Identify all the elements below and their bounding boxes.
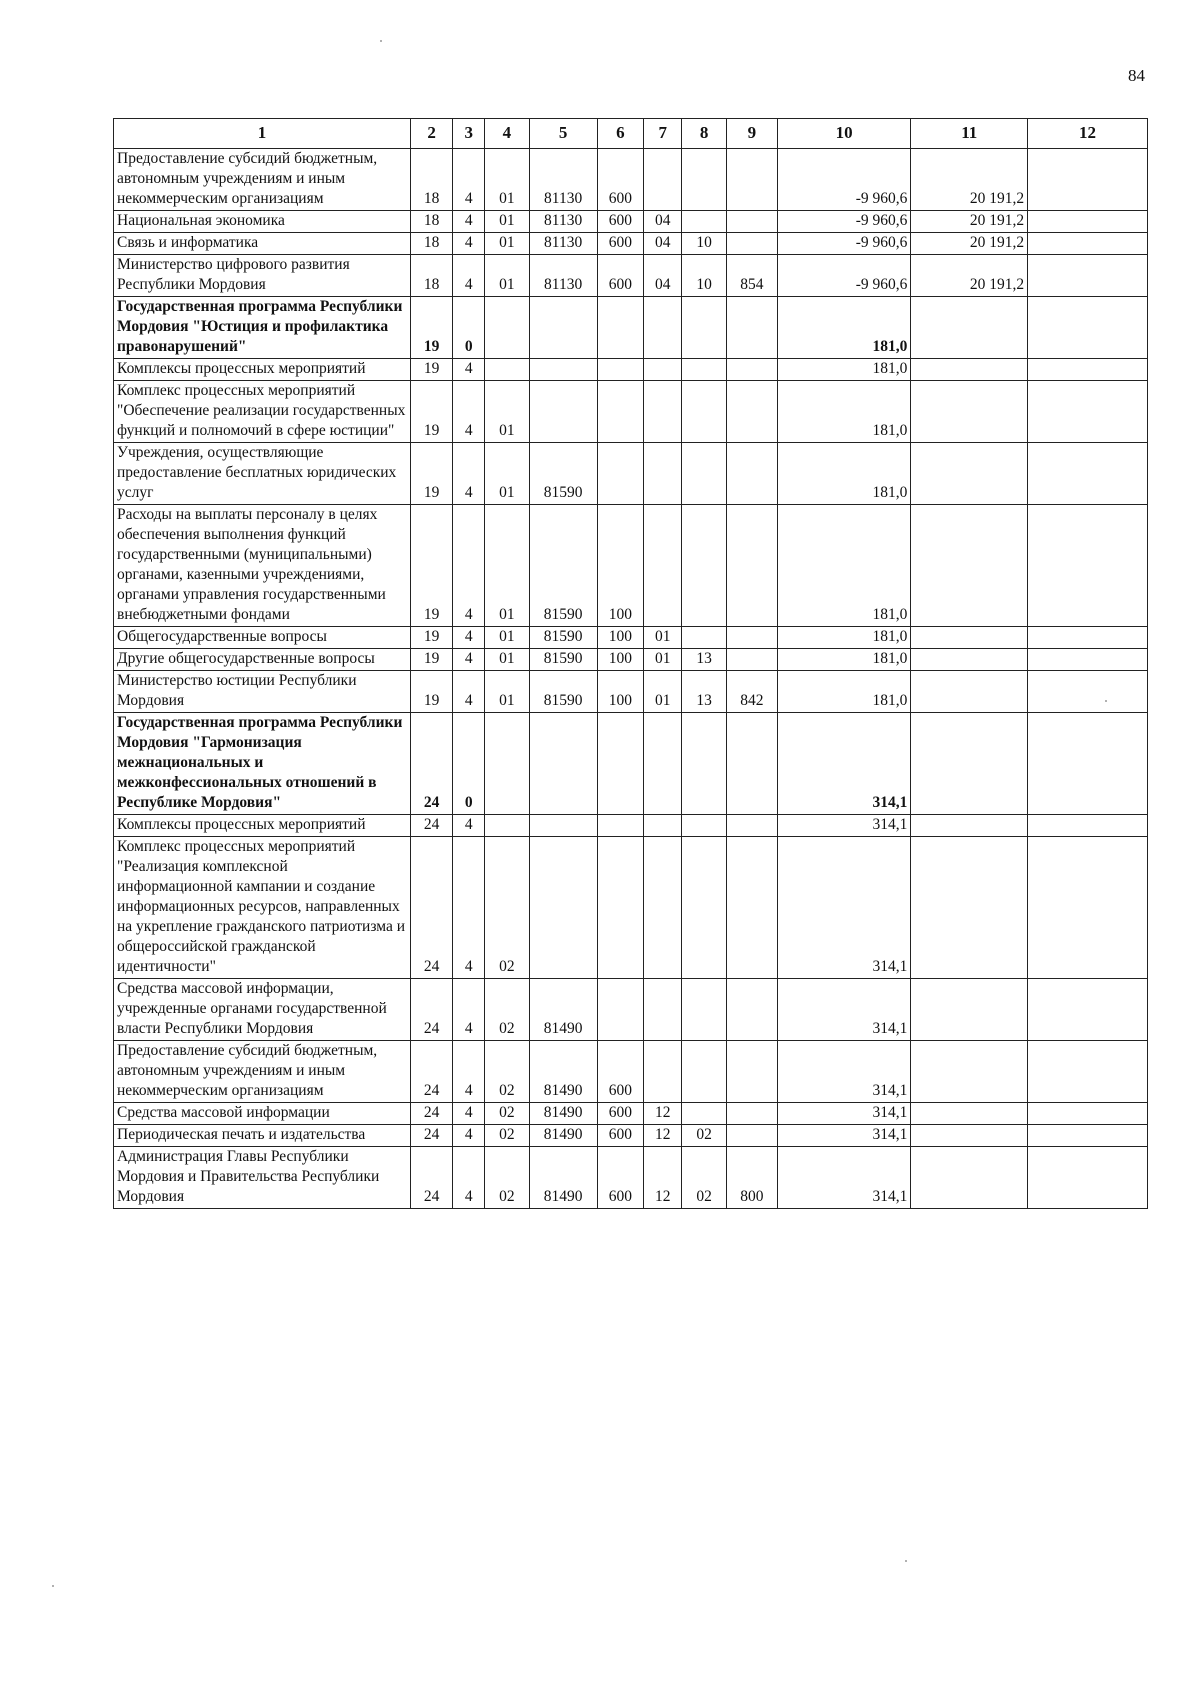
amount-cell-10: -9 960,6 — [777, 211, 911, 233]
code-cell-2: 18 — [410, 211, 452, 233]
code-cell-9 — [726, 837, 777, 979]
code-cell-3: 4 — [453, 1041, 485, 1103]
item-name-cell: Средства массовой информации, учрежденные органами государственной власти Республики Мордовия — [114, 979, 411, 1041]
code-cell-6: 600 — [597, 255, 644, 297]
code-cell-6: 100 — [597, 505, 644, 627]
header-cell: 6 — [597, 119, 644, 149]
header-cell: 2 — [410, 119, 452, 149]
code-cell-4: 01 — [485, 649, 530, 671]
amount-cell-10: 314,1 — [777, 837, 911, 979]
code-cell-8 — [682, 1041, 727, 1103]
table-row — [114, 149, 1148, 211]
amount-cell-11: 20 191,2 — [911, 149, 1028, 211]
amount-cell-12 — [1028, 233, 1148, 255]
code-cell-3: 0 — [453, 713, 485, 815]
code-cell-7 — [644, 1041, 682, 1103]
table-row — [114, 381, 1148, 443]
code-cell-4: 02 — [485, 979, 530, 1041]
table-row — [114, 979, 1148, 1041]
amount-cell-11 — [911, 1041, 1028, 1103]
code-cell-9: 854 — [726, 255, 777, 297]
table-row — [114, 1103, 1148, 1125]
code-cell-6: 100 — [597, 627, 644, 649]
item-name-cell: Предоставление субсидий бюджетным, автономным учреждениям и иным некоммерческим организациям — [114, 149, 411, 211]
code-cell-8: 13 — [682, 671, 727, 713]
code-cell-7 — [644, 713, 682, 815]
header-cell: 9 — [726, 119, 777, 149]
amount-cell-11 — [911, 979, 1028, 1041]
item-name-cell: Комплексы процессных мероприятий — [114, 815, 411, 837]
amount-cell-12 — [1028, 671, 1148, 713]
code-cell-8: 13 — [682, 649, 727, 671]
amount-cell-11: 20 191,2 — [911, 233, 1028, 255]
code-cell-5: 81130 — [529, 211, 597, 233]
header-cell: 11 — [911, 119, 1028, 149]
item-name-cell: Периодическая печать и издательства — [114, 1125, 411, 1147]
amount-cell-10: 181,0 — [777, 443, 911, 505]
amount-cell-12 — [1028, 713, 1148, 815]
code-cell-6 — [597, 359, 644, 381]
table-row — [114, 1147, 1148, 1209]
table-row — [114, 713, 1148, 815]
table-row — [114, 211, 1148, 233]
code-cell-9: 842 — [726, 671, 777, 713]
code-cell-3: 4 — [453, 233, 485, 255]
item-name-cell: Государственная программа Республики Мордовия "Гармонизация межнациональных и межконфессиональных отношений в Республике Мордовия" — [114, 713, 411, 815]
code-cell-5: 81590 — [529, 443, 597, 505]
code-cell-6: 600 — [597, 233, 644, 255]
amount-cell-12 — [1028, 149, 1148, 211]
amount-cell-12 — [1028, 815, 1148, 837]
amount-cell-12 — [1028, 505, 1148, 627]
code-cell-7: 12 — [644, 1147, 682, 1209]
code-cell-5: 81490 — [529, 979, 597, 1041]
amount-cell-12 — [1028, 1125, 1148, 1147]
code-cell-5: 81590 — [529, 671, 597, 713]
amount-cell-12 — [1028, 443, 1148, 505]
code-cell-6 — [597, 979, 644, 1041]
amount-cell-11 — [911, 1103, 1028, 1125]
code-cell-9 — [726, 359, 777, 381]
item-name-cell: Связь и информатика — [114, 233, 411, 255]
code-cell-7 — [644, 359, 682, 381]
code-cell-8 — [682, 837, 727, 979]
code-cell-6 — [597, 837, 644, 979]
amount-cell-10: 181,0 — [777, 381, 911, 443]
code-cell-8 — [682, 297, 727, 359]
header-cell: 3 — [453, 119, 485, 149]
table-body — [114, 149, 1148, 1209]
amount-cell-11 — [911, 1147, 1028, 1209]
code-cell-5: 81490 — [529, 1147, 597, 1209]
code-cell-5: 81130 — [529, 255, 597, 297]
code-cell-7 — [644, 149, 682, 211]
amount-cell-10: 181,0 — [777, 671, 911, 713]
amount-cell-10: 181,0 — [777, 649, 911, 671]
code-cell-9 — [726, 627, 777, 649]
header-cell: 4 — [485, 119, 530, 149]
code-cell-9 — [726, 149, 777, 211]
code-cell-8 — [682, 359, 727, 381]
code-cell-3: 4 — [453, 255, 485, 297]
code-cell-7 — [644, 505, 682, 627]
page-number: 84 — [1128, 66, 1145, 85]
amount-cell-11 — [911, 505, 1028, 627]
item-name-cell: Государственная программа Республики Мордовия "Юстиция и профилактика правонарушений" — [114, 297, 411, 359]
code-cell-6: 600 — [597, 1103, 644, 1125]
table-row — [114, 815, 1148, 837]
table-row — [114, 359, 1148, 381]
amount-cell-12 — [1028, 627, 1148, 649]
code-cell-2: 24 — [410, 815, 452, 837]
amount-cell-11 — [911, 713, 1028, 815]
code-cell-6: 600 — [597, 211, 644, 233]
code-cell-7 — [644, 837, 682, 979]
code-cell-6: 600 — [597, 1147, 644, 1209]
code-cell-6 — [597, 713, 644, 815]
amount-cell-12 — [1028, 649, 1148, 671]
code-cell-5: 81590 — [529, 505, 597, 627]
code-cell-4: 02 — [485, 1103, 530, 1125]
code-cell-5 — [529, 815, 597, 837]
amount-cell-11: 20 191,2 — [911, 255, 1028, 297]
code-cell-5 — [529, 297, 597, 359]
amount-cell-11 — [911, 649, 1028, 671]
code-cell-6: 100 — [597, 671, 644, 713]
table-row — [114, 671, 1148, 713]
amount-cell-11 — [911, 297, 1028, 359]
code-cell-7: 12 — [644, 1103, 682, 1125]
code-cell-5: 81590 — [529, 627, 597, 649]
amount-cell-12 — [1028, 1147, 1148, 1209]
code-cell-9 — [726, 443, 777, 505]
code-cell-6: 600 — [597, 1125, 644, 1147]
code-cell-2: 19 — [410, 671, 452, 713]
code-cell-3: 4 — [453, 443, 485, 505]
code-cell-6 — [597, 815, 644, 837]
code-cell-3: 4 — [453, 837, 485, 979]
budget-table — [113, 118, 1148, 1209]
code-cell-5 — [529, 381, 597, 443]
amount-cell-10: 314,1 — [777, 1125, 911, 1147]
code-cell-4: 02 — [485, 1147, 530, 1209]
code-cell-4: 01 — [485, 149, 530, 211]
code-cell-3: 4 — [453, 1103, 485, 1125]
code-cell-7: 04 — [644, 233, 682, 255]
header-cell: 12 — [1028, 119, 1148, 149]
amount-cell-12 — [1028, 211, 1148, 233]
code-cell-8: 10 — [682, 255, 727, 297]
amount-cell-12 — [1028, 1041, 1148, 1103]
code-cell-9 — [726, 1041, 777, 1103]
code-cell-4: 01 — [485, 505, 530, 627]
code-cell-8 — [682, 211, 727, 233]
table-row — [114, 233, 1148, 255]
code-cell-7: 04 — [644, 211, 682, 233]
code-cell-9 — [726, 297, 777, 359]
item-name-cell: Учреждения, осуществляющие предоставление бесплатных юридических услуг — [114, 443, 411, 505]
amount-cell-12 — [1028, 297, 1148, 359]
amount-cell-11 — [911, 1125, 1028, 1147]
code-cell-7: 01 — [644, 649, 682, 671]
code-cell-7 — [644, 297, 682, 359]
code-cell-4 — [485, 297, 530, 359]
table-row — [114, 1125, 1148, 1147]
header-cell: 5 — [529, 119, 597, 149]
code-cell-9 — [726, 505, 777, 627]
amount-cell-10: 314,1 — [777, 713, 911, 815]
code-cell-7: 01 — [644, 627, 682, 649]
code-cell-6: 100 — [597, 649, 644, 671]
code-cell-6: 600 — [597, 149, 644, 211]
code-cell-7 — [644, 979, 682, 1041]
header-cell: 1 — [114, 119, 411, 149]
table-row — [114, 297, 1148, 359]
code-cell-7 — [644, 815, 682, 837]
code-cell-6 — [597, 381, 644, 443]
amount-cell-10: 314,1 — [777, 1147, 911, 1209]
item-name-cell: Предоставление субсидий бюджетным, автономным учреждениям и иным некоммерческим организациям — [114, 1041, 411, 1103]
code-cell-8 — [682, 505, 727, 627]
code-cell-9 — [726, 713, 777, 815]
amount-cell-11 — [911, 627, 1028, 649]
code-cell-8 — [682, 149, 727, 211]
code-cell-3: 4 — [453, 1125, 485, 1147]
code-cell-5: 81130 — [529, 149, 597, 211]
code-cell-8 — [682, 713, 727, 815]
code-cell-2: 24 — [410, 1147, 452, 1209]
code-cell-3: 4 — [453, 149, 485, 211]
table-row — [114, 505, 1148, 627]
code-cell-4: 01 — [485, 211, 530, 233]
code-cell-6 — [597, 443, 644, 505]
code-cell-4 — [485, 359, 530, 381]
code-cell-4: 01 — [485, 255, 530, 297]
code-cell-8: 10 — [682, 233, 727, 255]
code-cell-7: 12 — [644, 1125, 682, 1147]
amount-cell-10: 314,1 — [777, 815, 911, 837]
code-cell-9: 800 — [726, 1147, 777, 1209]
code-cell-3: 4 — [453, 359, 485, 381]
item-name-cell: Министерство цифрового развития Республики Мордовия — [114, 255, 411, 297]
code-cell-7: 04 — [644, 255, 682, 297]
code-cell-9 — [726, 1103, 777, 1125]
code-cell-3: 4 — [453, 505, 485, 627]
code-cell-9 — [726, 1125, 777, 1147]
amount-cell-12 — [1028, 359, 1148, 381]
table-row — [114, 1041, 1148, 1103]
code-cell-2: 24 — [410, 1125, 452, 1147]
amount-cell-10: 181,0 — [777, 297, 911, 359]
code-cell-8 — [682, 815, 727, 837]
code-cell-4 — [485, 713, 530, 815]
code-cell-4: 01 — [485, 443, 530, 505]
code-cell-3: 4 — [453, 979, 485, 1041]
item-name-cell: Комплексы процессных мероприятий — [114, 359, 411, 381]
item-name-cell: Администрация Главы Республики Мордовия и Правительства Республики Мордовия — [114, 1147, 411, 1209]
table-row — [114, 649, 1148, 671]
code-cell-8: 02 — [682, 1125, 727, 1147]
amount-cell-10: -9 960,6 — [777, 149, 911, 211]
code-cell-9 — [726, 233, 777, 255]
item-name-cell: Комплекс процессных мероприятий "Реализация комплексной информационной кампании и создание информационных ресурсов, направленных на укрепление гражданского патриотизма и общероссийской гражданской идентичности" — [114, 837, 411, 979]
code-cell-7 — [644, 443, 682, 505]
code-cell-2: 24 — [410, 713, 452, 815]
amount-cell-11 — [911, 815, 1028, 837]
header-cell: 10 — [777, 119, 911, 149]
code-cell-2: 18 — [410, 255, 452, 297]
header-cell: 8 — [682, 119, 727, 149]
amount-cell-10: -9 960,6 — [777, 233, 911, 255]
item-name-cell: Другие общегосударственные вопросы — [114, 649, 411, 671]
amount-cell-12 — [1028, 255, 1148, 297]
table-row — [114, 627, 1148, 649]
code-cell-2: 19 — [410, 297, 452, 359]
code-cell-2: 19 — [410, 649, 452, 671]
code-cell-2: 24 — [410, 1103, 452, 1125]
code-cell-8 — [682, 979, 727, 1041]
code-cell-9 — [726, 815, 777, 837]
code-cell-9 — [726, 211, 777, 233]
code-cell-4: 01 — [485, 233, 530, 255]
code-cell-3: 4 — [453, 815, 485, 837]
code-cell-4: 01 — [485, 671, 530, 713]
code-cell-3: 4 — [453, 627, 485, 649]
code-cell-4 — [485, 815, 530, 837]
code-cell-8 — [682, 381, 727, 443]
amount-cell-10: 314,1 — [777, 1041, 911, 1103]
code-cell-8 — [682, 627, 727, 649]
code-cell-2: 19 — [410, 505, 452, 627]
code-cell-2: 19 — [410, 627, 452, 649]
code-cell-8: 02 — [682, 1147, 727, 1209]
code-cell-2: 24 — [410, 837, 452, 979]
amount-cell-10: 181,0 — [777, 627, 911, 649]
code-cell-9 — [726, 381, 777, 443]
code-cell-5: 81490 — [529, 1103, 597, 1125]
code-cell-3: 4 — [453, 1147, 485, 1209]
amount-cell-11 — [911, 381, 1028, 443]
code-cell-2: 18 — [410, 233, 452, 255]
table-row — [114, 255, 1148, 297]
item-name-cell: Средства массовой информации — [114, 1103, 411, 1125]
item-name-cell: Общегосударственные вопросы — [114, 627, 411, 649]
code-cell-2: 18 — [410, 149, 452, 211]
code-cell-3: 0 — [453, 297, 485, 359]
amount-cell-12 — [1028, 837, 1148, 979]
code-cell-5: 81490 — [529, 1041, 597, 1103]
amount-cell-10: 181,0 — [777, 505, 911, 627]
code-cell-5 — [529, 713, 597, 815]
code-cell-8 — [682, 1103, 727, 1125]
amount-cell-12 — [1028, 381, 1148, 443]
code-cell-6 — [597, 297, 644, 359]
code-cell-2: 24 — [410, 1041, 452, 1103]
amount-cell-10: 314,1 — [777, 1103, 911, 1125]
code-cell-4: 01 — [485, 627, 530, 649]
code-cell-9 — [726, 979, 777, 1041]
code-cell-4: 01 — [485, 381, 530, 443]
amount-cell-10: -9 960,6 — [777, 255, 911, 297]
code-cell-5: 81490 — [529, 1125, 597, 1147]
amount-cell-12 — [1028, 979, 1148, 1041]
code-cell-4: 02 — [485, 1125, 530, 1147]
item-name-cell: Расходы на выплаты персоналу в целях обеспечения выполнения функций государственными (муниципальными) органами, казенными учреждениями, органами управления государственными внебюджетными фондами — [114, 505, 411, 627]
code-cell-8 — [682, 443, 727, 505]
amount-cell-11: 20 191,2 — [911, 211, 1028, 233]
item-name-cell: Комплекс процессных мероприятий "Обеспечение реализации государственных функций и полномочий в сфере юстиции" — [114, 381, 411, 443]
amount-cell-11 — [911, 359, 1028, 381]
item-name-cell: Национальная экономика — [114, 211, 411, 233]
code-cell-3: 4 — [453, 671, 485, 713]
table-row — [114, 443, 1148, 505]
code-cell-9 — [726, 649, 777, 671]
amount-cell-12 — [1028, 1103, 1148, 1125]
amount-cell-10: 314,1 — [777, 979, 911, 1041]
code-cell-6: 600 — [597, 1041, 644, 1103]
code-cell-2: 24 — [410, 979, 452, 1041]
amount-cell-11 — [911, 671, 1028, 713]
amount-cell-10: 181,0 — [777, 359, 911, 381]
header-cell: 7 — [644, 119, 682, 149]
amount-cell-11 — [911, 443, 1028, 505]
code-cell-3: 4 — [453, 381, 485, 443]
code-cell-3: 4 — [453, 649, 485, 671]
code-cell-5 — [529, 837, 597, 979]
code-cell-5: 81590 — [529, 649, 597, 671]
code-cell-5 — [529, 359, 597, 381]
code-cell-3: 4 — [453, 211, 485, 233]
code-cell-5: 81130 — [529, 233, 597, 255]
code-cell-2: 19 — [410, 381, 452, 443]
code-cell-2: 19 — [410, 443, 452, 505]
code-cell-4: 02 — [485, 1041, 530, 1103]
table-row — [114, 837, 1148, 979]
code-cell-4: 02 — [485, 837, 530, 979]
code-cell-7 — [644, 381, 682, 443]
header-row — [114, 119, 1148, 149]
code-cell-2: 19 — [410, 359, 452, 381]
amount-cell-11 — [911, 837, 1028, 979]
code-cell-7: 01 — [644, 671, 682, 713]
item-name-cell: Министерство юстиции Республики Мордовия — [114, 671, 411, 713]
